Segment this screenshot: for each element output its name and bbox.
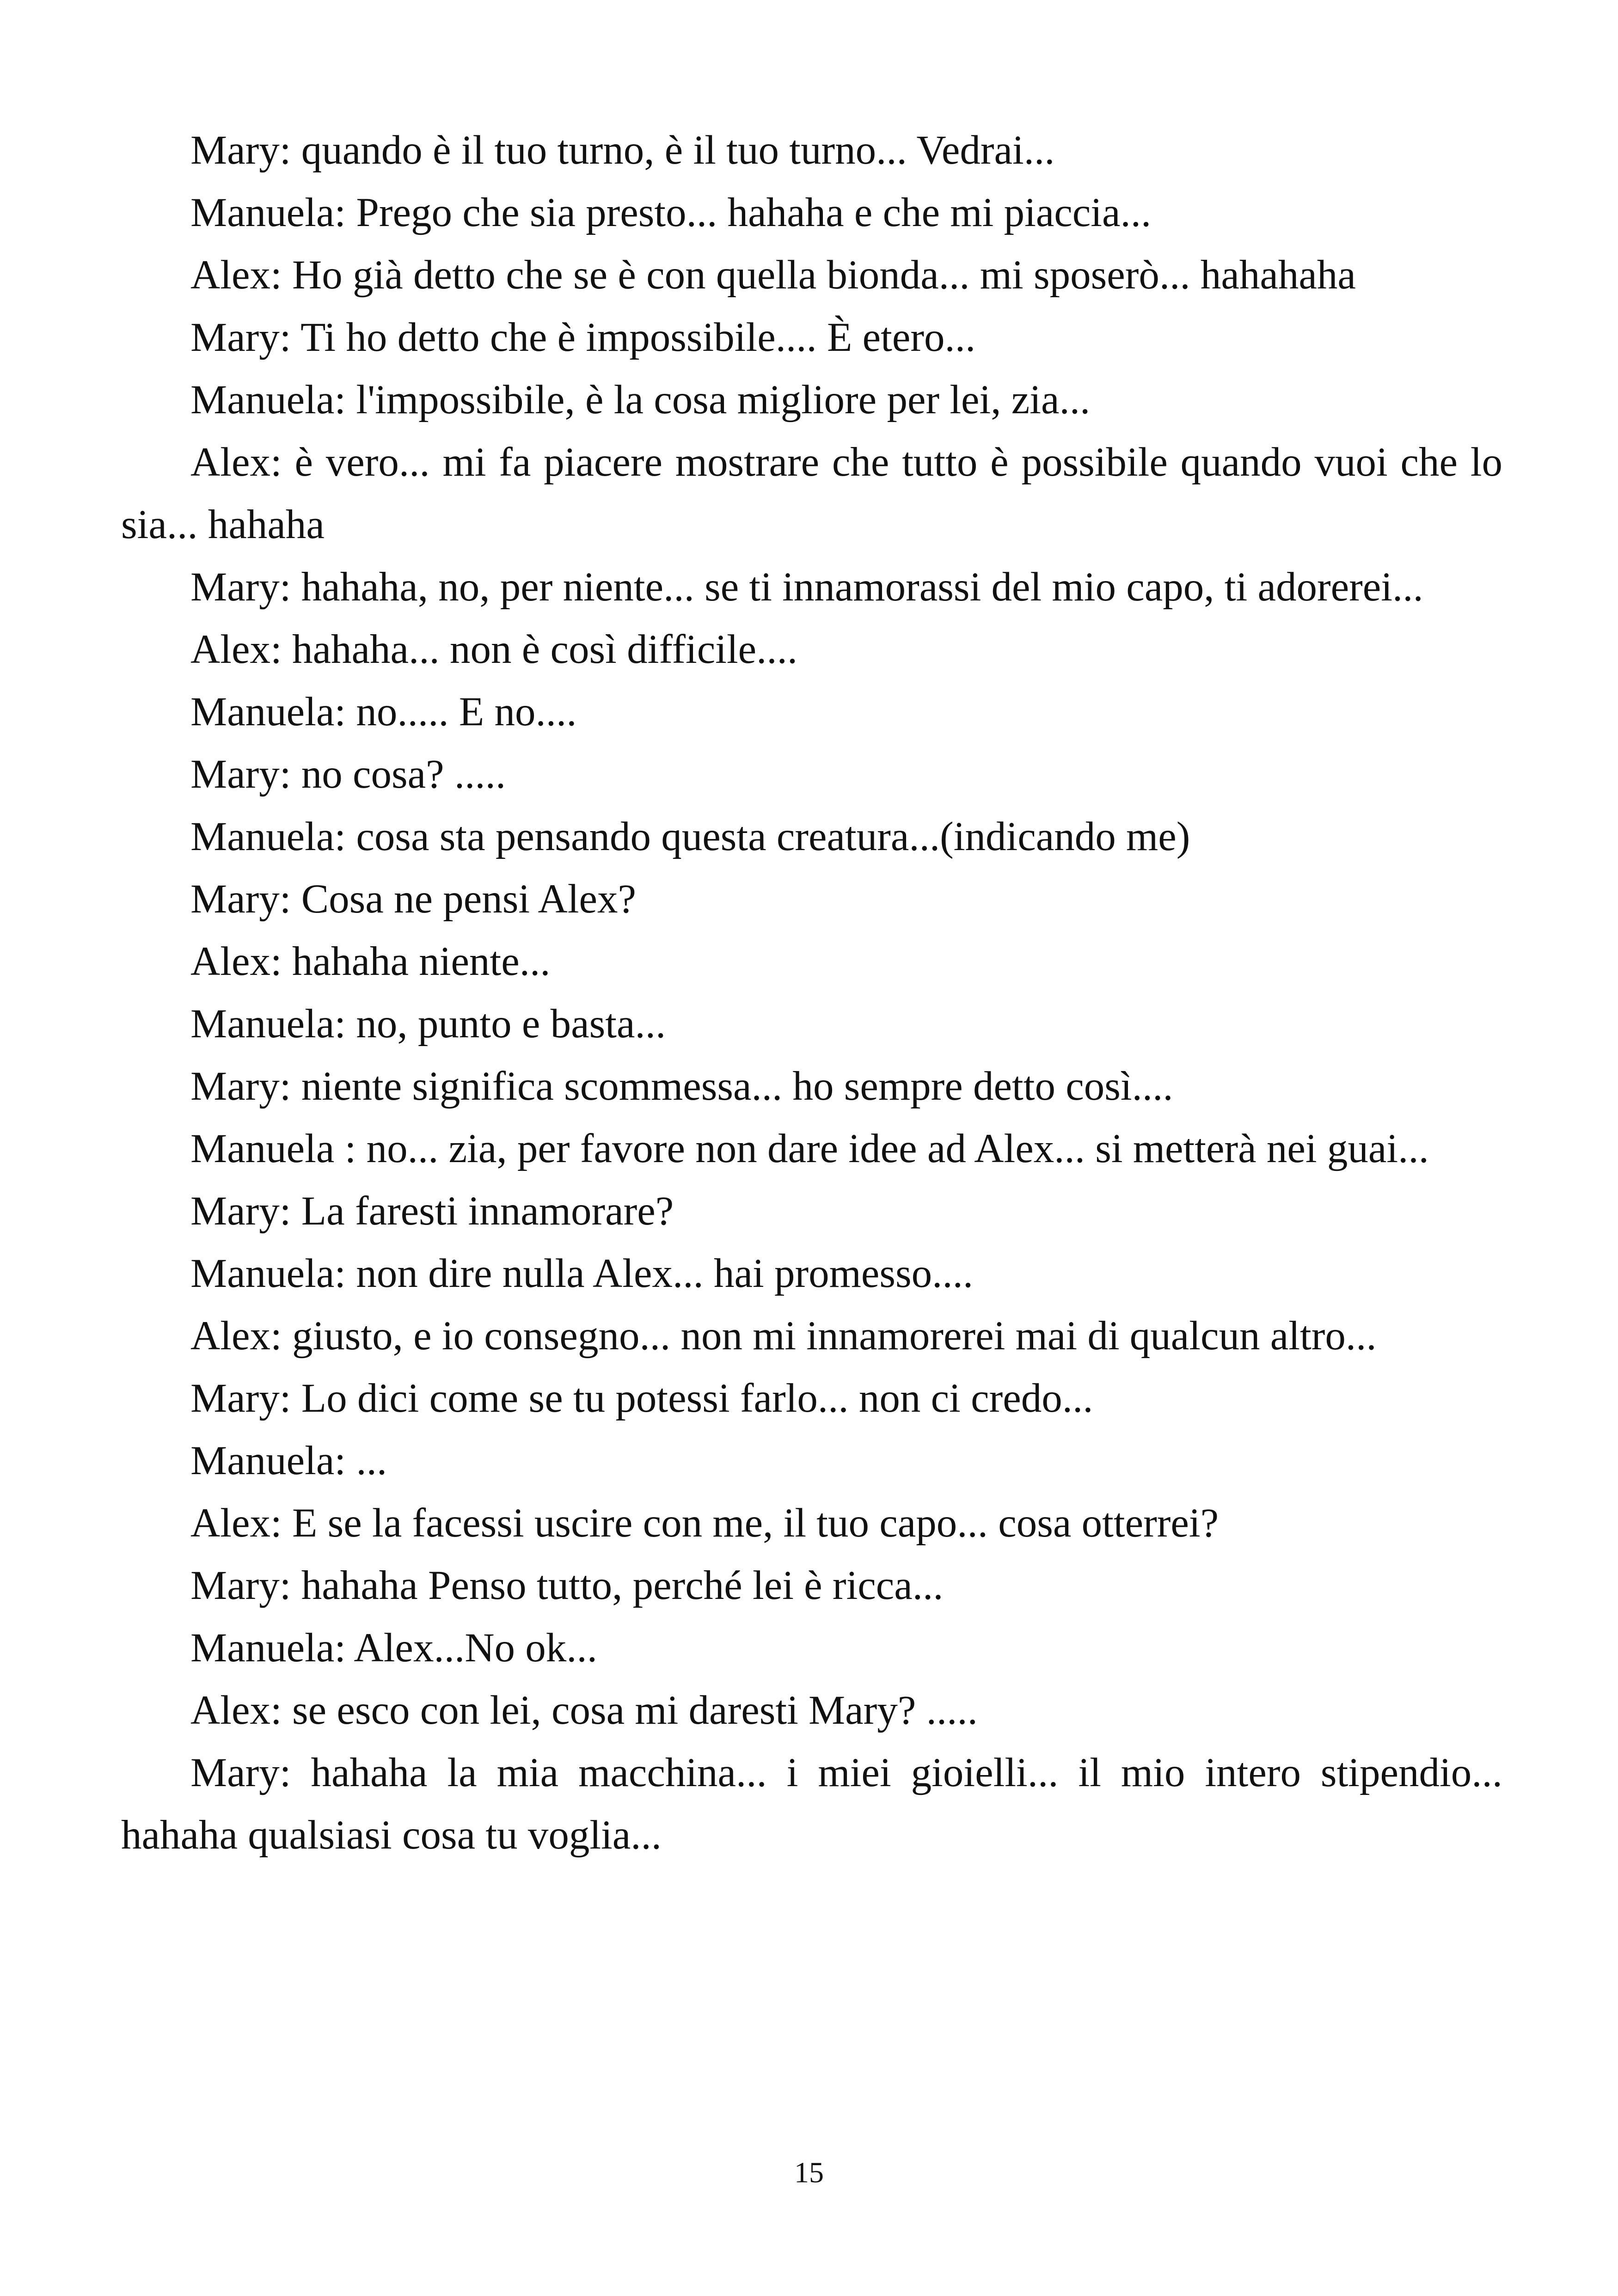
dialogue-paragraph: Mary: La faresti innamorare? [190,1188,674,1234]
dialogue-paragraph: Mary: Cosa ne pensi Alex? [190,876,636,922]
dialogue-paragraph: Alex: se esco con lei, cosa mi daresti Mary? ..... [190,1688,978,1733]
dialogue-paragraph: Mary: hahaha, no, per niente... se ti innamorassi del mio capo, ti adorerei... [190,564,1423,610]
dialogue-paragraph: Alex: giusto, e io consegno... non mi innamorerei mai di qualcun altro... [190,1313,1377,1359]
dialogue-paragraph: Manuela: Alex...No ok... [190,1625,597,1671]
dialogue-paragraph: Manuela: no, punto e basta... [190,1001,666,1047]
dialogue-paragraph: Manuela: cosa sta pensando questa creatura...(indicando me) [190,814,1190,859]
dialogue-paragraph: Manuela: no..... E no.... [190,689,577,735]
document-body [121,119,1502,1867]
dialogue-paragraph: Mary: quando è il tuo turno, è il tuo turno... Vedrai... [190,128,1055,173]
dialogue-paragraph: Manuela: l'impossibile, è la cosa migliore per lei, zia... [190,377,1091,422]
dialogue-paragraph: Alex: Ho già detto che se è con quella bionda... mi sposerò... hahahaha [190,252,1356,298]
dialogue-paragraph: Alex: E se la facessi uscire con me, il tuo capo... cosa otterrei? [190,1500,1219,1546]
dialogue-paragraph: Alex: hahaha... non è così difficile.... [190,627,798,672]
dialogue-paragraph: Manuela: Prego che sia presto... hahaha e che mi piaccia... [190,190,1152,235]
dialogue-paragraph: Mary: no cosa? ..... [190,752,506,797]
dialogue-paragraph: Mary: Ti ho detto che è impossibile.... È etero... [190,315,976,360]
dialogue-paragraph: Alex: è vero... mi fa piacere mostrare che tutto è possibile quando vuoi che lo sia... hahaha [121,440,1502,547]
dialogue-paragraph: Mary: Lo dici come se tu potessi farlo... non ci credo... [190,1376,1093,1421]
dialogue-paragraph: Mary: hahaha Penso tutto, perché lei è ricca... [190,1563,944,1608]
dialogue-paragraph: Manuela: non dire nulla Alex... hai promesso.... [190,1251,974,1296]
dialogue-paragraph: Mary: hahaha la mia macchina... i miei gioielli... il mio intero stipendio... hahaha qualsiasi cosa tu voglia... [121,1750,1502,1858]
dialogue-paragraph: Manuela: ... [190,1438,387,1483]
dialogue-paragraph: Mary: niente significa scommessa... ho sempre detto così.... [190,1064,1173,1109]
page-number: 15 [794,2156,824,2189]
dialogue-paragraph: Manuela : no... zia, per favore non dare idee ad Alex... si metterà nei guai... [190,1126,1429,1171]
dialogue-paragraph: Alex: hahaha niente... [190,939,551,984]
